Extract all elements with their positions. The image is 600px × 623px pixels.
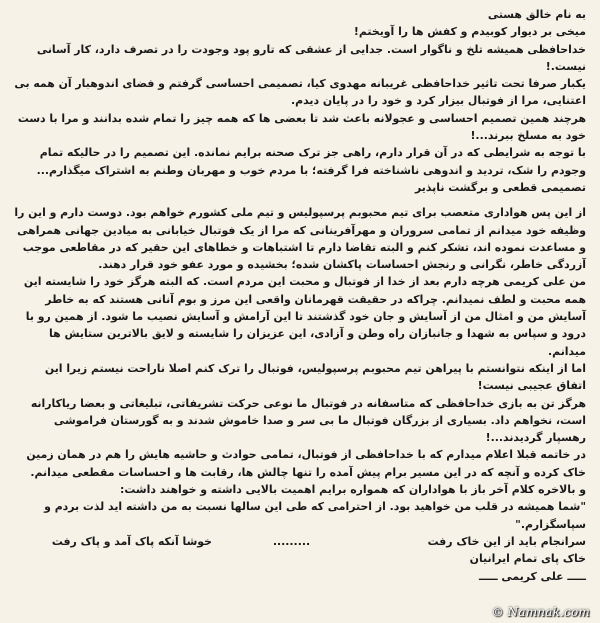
site-watermark: © Namnak.com (491, 605, 590, 619)
letter-paragraph: اما از اینکه نتوانستم با پیراهن تیم محبوبم پرسپولیس، فوتبال را ترک کنم اصلا ناراحت نیستم زیرا این اتفاق عجیبی نیست! (44, 361, 586, 393)
letter-paragraph: با توجه به شرایطی که در آن قرار دارم، راهی جز ترک صحنه برایم نمانده. این تصمیم را در حالیکه تمام وجودم را شک، تردید و اندوهی ناشناخته فرا گرفته؛ با مردم خوب و مهربان وطنم به اشتراک میگذارم... تصمیمی قطعی و برگشت ناپذیر (36, 146, 586, 194)
letter-paragraph: یکبار صرفا تحت تاثیر خداحافظی غریبانه مهدوی کیا، تصمیمی احساسی گرفتم و فضای اندوهبار آن همه بی اعتنایی، مرا از فوتبال بیزار کرد و خود را در پایان دیدم. (14, 77, 586, 108)
poem-verse (12, 533, 586, 550)
letter-paragraph: هرچند همین تصمیم احساسی و عجولانه باعث شد تا بعضی ها که همه چیز را تمام شده بدانند و مرا با دست خود به مسلخ ببرند...! (17, 111, 586, 143)
letter-closing: خاک پای تمام ایرانیان (469, 552, 586, 566)
letter-paragraph: در خاتمه قبلا اعلام میدارم که با خداحافظی از فوتبال، تمامی حوادث و حاشیه هایش را هم در همان زمین خاک کرده و آنچه که در این مسیر برام پیش آمده را تنها چالش ها، رقابت ها و احساسات مقطعی میدانم. (26, 448, 586, 479)
letter-paragraph: و بالاخره کلام آخر باز با هواداران که همواره برایم اهمیت بالایی داشته و خواهند داشت: (120, 483, 586, 497)
poem-separator: ......... (272, 534, 311, 548)
letter-greeting: به نام خالق هستی (487, 8, 586, 21)
letter-signature: ـــــ علی کریمی ـــــ (478, 569, 586, 583)
letter-paragraph: از این پس هواداری متعصب برای تیم محبوبم پرسپولیس و تیم ملی کشورم خواهم بود. دوست دارم و این را وظیفه خود میدانم از تمامی سروران و مهرآفرینانی که مرا از یک فوتبال خیابانی به میادین جهانی همراهی و مساعدت نموده اند، تشکر کنم و البته تقاضا دارم تا اشتباهات و خطاهای این حقیر که در مقاطعی موجب آزردگی خاطر، نگرانی و رنجش احساسات پاکشان شده؛ بخشیده و مورد عفو خود قرار دهند. (14, 206, 586, 272)
letter-paragraph: هرگز تن به بازی خداحافظی که متاسفانه در فوتبال ما نوعی حرکت تشریفاتی، تبلیغاتی و بعضا ریاکارانه است، نخواهم داد. بسیاری از بزرگان فوتبال ما بی سر و صدا خاموش شدند و به گورستان فراموشی رهسپار گردیدند...! (30, 396, 586, 445)
letter-paragraph: خداحافظی همیشه تلخ و ناگوار است. جدایی از عشقی که تارو پود وجودت را در تصرف دارد، کار آسانی نیست.! (36, 42, 586, 73)
farewell-letter (12, 6, 586, 585)
poem-hemistich-right: سرانجام باید از این خاک رفت (427, 534, 586, 548)
letter-opening: میخی بر دیوار کوبیدم و کفش ها را آویختم! (353, 25, 586, 39)
paragraph-gap (12, 196, 586, 204)
letter-quote: "شما همیشه در قلب من خواهید بود. از احترامی که طی این سالها نسبت به من داشته اید لذت بردم و سپاسگزارم." (44, 500, 586, 531)
letter-paragraph: من علی کریمی هرچه دارم بعد از خدا از فوتبال و محبت این مردم است. که البته هرگز خود را شایسته این همه محبت و لطف نمیدانم. چراکه در حقیقت قهرمانان واقعی این مرز و بوم آنانی هستند که به خاطر آسایش من و امثال من از آسایش و جان خود گذشتند تا این آرامش و آسایش نصیب ما شود. از همین رو با درود و سپاس به شهدا و جانبازان راه وطن و آزادی، این عزیزان را شایسته و لایق بالاترین ستایش ها میدانم. (23, 275, 586, 358)
poem-hemistich-left: خوشا آنکه پاک آمد و پاک رفت (51, 534, 212, 548)
